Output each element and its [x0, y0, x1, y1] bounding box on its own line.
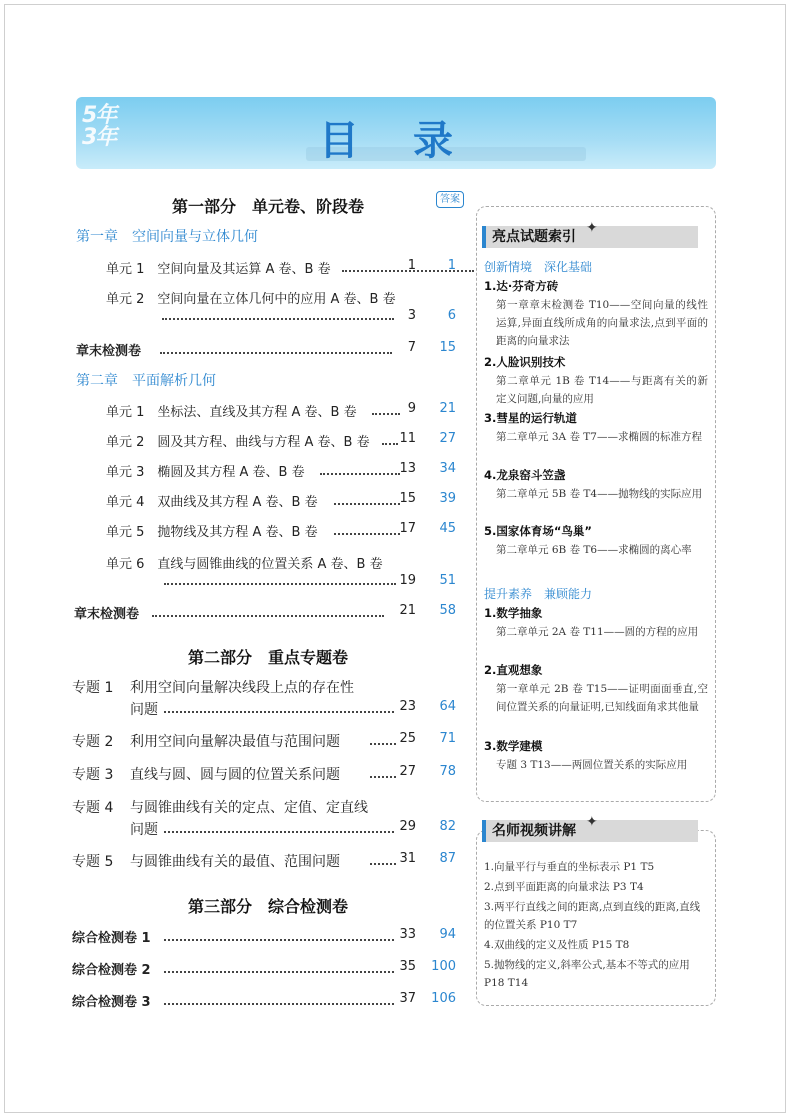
highlight-item-desc: 第二章单元 1B 卷 T14——与距离有关的新定义问题,向量的应用	[496, 375, 708, 405]
leader-dots	[164, 831, 394, 833]
answer-tag: 答案	[436, 191, 464, 208]
highlight-item-desc: 第二章单元 2A 卷 T11——圆的方程的应用	[496, 626, 699, 638]
video-item[interactable]: 2.点到平面距离的向量求法 P3 T4	[484, 881, 644, 893]
toc-row[interactable]: 综合检测卷 1 33 94	[72, 927, 456, 946]
part3-title: 第三部分 综合检测卷	[187, 897, 348, 916]
highlight-item-desc: 第一章章末检测卷 T10——空间向量的线性运算,异面直线所成角的向量求法,点到平面的距离的向量求法	[496, 299, 708, 347]
toc-row[interactable]: 章末检测卷 21 58	[74, 603, 456, 622]
highlight-item-title: 5.国家体育场“鸟巢”	[484, 524, 592, 538]
highlight-item-title: 4.龙泉窑斗笠盏	[484, 468, 566, 482]
category-heading: 提升素养 兼顾能力	[484, 587, 593, 601]
highlight-item-desc: 第一章单元 2B 卷 T15——证明面面垂直,空间位置关系的向量证明,已知线面角求其他量	[496, 683, 708, 713]
video-item[interactable]: 4.双曲线的定义及性质 P15 T8	[484, 939, 630, 951]
topic-row[interactable]: 专题 2 利用空间向量解决最值与范围问题 25 71	[72, 731, 456, 750]
toc-row[interactable]: 综合检测卷 2 35 100	[72, 959, 456, 978]
topic-row[interactable]: 专题 3 直线与圆、圆与圆的位置关系问题 27 78	[72, 764, 456, 783]
toc-row[interactable]: 章末检测卷 7 15	[76, 340, 456, 359]
toc-row[interactable]: 单元 1 空间向量及其运算 A 卷、B 卷 1 1	[72, 258, 464, 278]
leader-dots	[164, 971, 394, 973]
brand-logo: 5年 3年	[82, 103, 116, 150]
toc-row[interactable]: 单元 1 坐标法、直线及其方程 A 卷、B 卷 9 21	[106, 401, 456, 420]
toc-row[interactable]: 单元 4 双曲线及其方程 A 卷、B 卷 15 39	[106, 491, 456, 510]
video-item[interactable]: 3.两平行直线之间的距离,点到直线的距离,直线的位置关系 P10 T7	[484, 901, 701, 931]
toc-row[interactable]: 单元 2 空间向量在立体几何中的应用 A 卷、B 卷 3 6	[106, 292, 456, 323]
chapter2-heading: 第二章 平面解析几何	[76, 373, 216, 389]
videos-title: 名师视频讲解	[482, 820, 698, 842]
sparkle-icon: ✦	[586, 814, 598, 830]
highlight-item-title: 3.数学建模	[484, 739, 543, 753]
toc-row[interactable]: 单元 5 抛物线及其方程 A 卷、B 卷 17 45	[106, 521, 456, 540]
leader-dots	[152, 615, 384, 617]
part1-title: 第一部分 单元卷、阶段卷	[171, 197, 364, 216]
topic-row[interactable]: 专题 1 利用空间向量解决线段上点的存在性 问题 23 64	[72, 680, 456, 718]
highlight-item-title: 2.直观想象	[484, 663, 543, 677]
highlight-item-desc: 第二章单元 3A 卷 T7——求椭圆的标准方程	[496, 431, 702, 443]
leader-dots	[162, 318, 394, 320]
leader-dots	[164, 711, 394, 713]
leader-dots	[160, 352, 392, 354]
highlight-item-title: 1.数学抽象	[484, 606, 543, 620]
toc-row[interactable]: 单元 6 直线与圆锥曲线的位置关系 A 卷、B 卷 19 51	[106, 557, 456, 588]
topic-row[interactable]: 专题 5 与圆锥曲线有关的最值、范围问题 31 87	[72, 851, 456, 870]
page-title: 目 录	[319, 118, 473, 164]
sparkle-icon: ✦	[586, 220, 598, 236]
toc-row[interactable]: 单元 3 椭圆及其方程 A 卷、B 卷 13 34	[106, 461, 456, 480]
highlights-title: 亮点试题索引	[482, 226, 698, 248]
topic-row[interactable]: 专题 4 与圆锥曲线有关的定点、定值、定直线 问题 29 82	[72, 800, 456, 838]
part2-title: 第二部分 重点专题卷	[187, 648, 348, 667]
toc-row[interactable]: 综合检测卷 3 37 106	[72, 991, 456, 1010]
leader-dots	[164, 939, 394, 941]
video-item[interactable]: 1.向量平行与垂直的坐标表示 P1 T5	[484, 861, 655, 873]
toc-row[interactable]: 单元 2 圆及其方程、曲线与方程 A 卷、B 卷 11 27	[106, 431, 456, 450]
highlight-item-desc: 第二章单元 5B 卷 T4——抛物线的实际应用	[496, 488, 703, 500]
leader-dots	[164, 583, 396, 585]
highlight-item-desc: 专题 3 T13——两圆位置关系的实际应用	[496, 759, 688, 771]
category-heading: 创新情境 深化基础	[484, 260, 593, 274]
highlight-item-title: 2.人脸识别技术	[484, 355, 566, 369]
highlight-item-desc: 第二章单元 6B 卷 T6——求椭圆的离心率	[496, 544, 692, 556]
chapter1-heading: 第一章 空间向量与立体几何	[76, 229, 258, 245]
header-banner	[76, 97, 716, 169]
video-item[interactable]: 5.抛物线的定义,斜率公式,基本不等式的应用 P18 T14	[484, 959, 690, 989]
leader-dots	[164, 1003, 394, 1005]
highlight-item-title: 1.达·芬奇方砖	[484, 279, 559, 293]
highlight-item-title: 3.彗星的运行轨道	[484, 411, 577, 425]
